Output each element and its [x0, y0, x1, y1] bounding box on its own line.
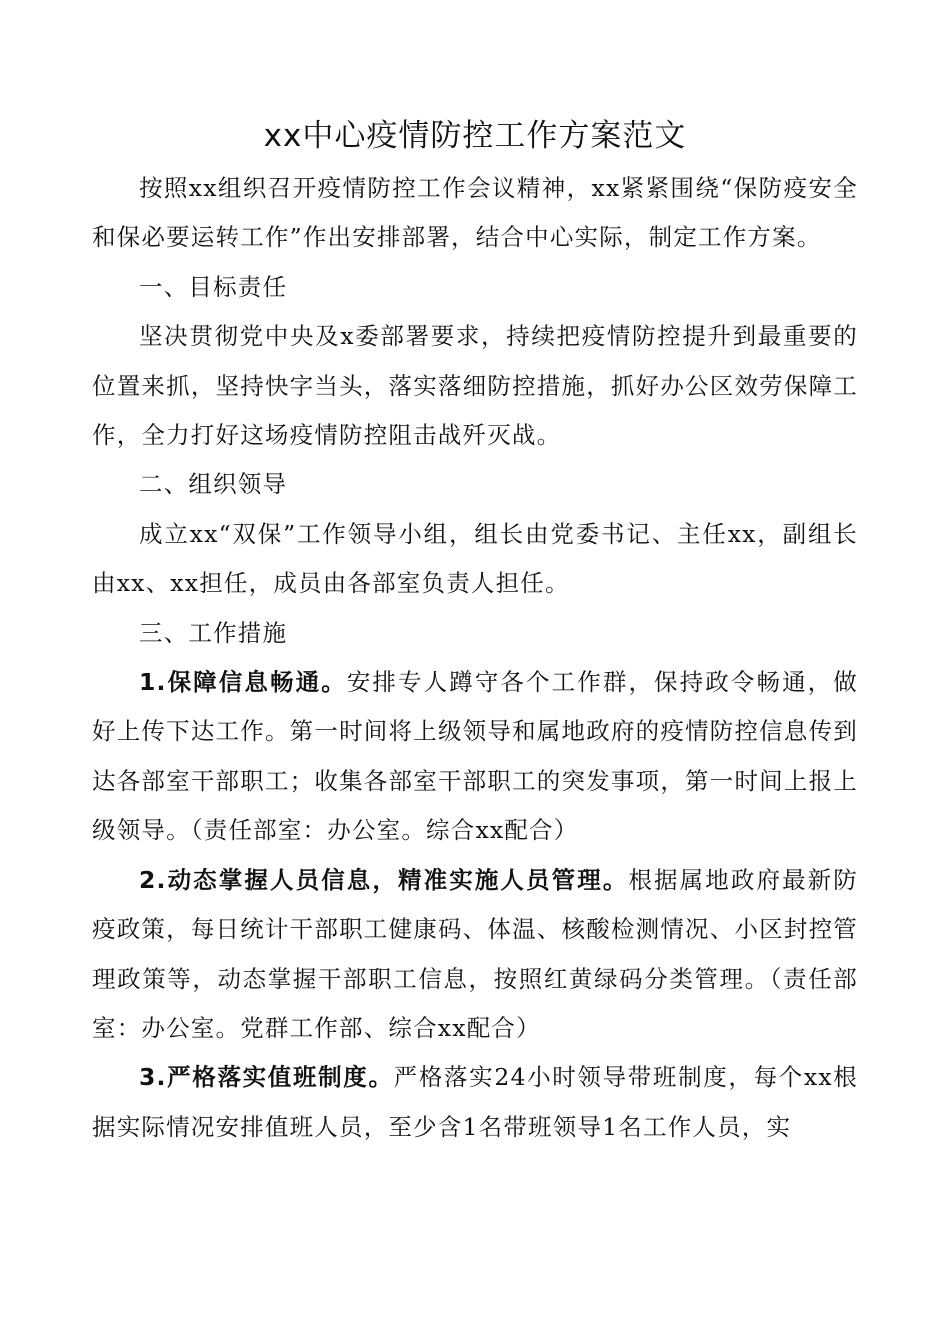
measure-item-3-lead: 3.严格落实值班制度。	[139, 1063, 394, 1092]
measure-item-1	[92, 658, 858, 856]
measure-item-3	[92, 1053, 858, 1152]
measure-item-2-text: 根据属地政府最新防疫政策，每日统计干部职工健康码、体温、核酸检测情况、小区封控管理政策等，动态掌握干部职工信息，按照红黄绿码分类管理。（责任部室：办公室。党群工作部、综合xx配合）	[92, 865, 858, 1042]
intro-paragraph: 按照xx组织召开疫情防控工作会议精神，xx紧紧围绕“保防疫安全和保必要运转工作”作出安排部署，结合中心实际，制定工作方案。	[92, 174, 858, 252]
measure-item-1-text: 安排专人蹲守各个工作群，保持政令畅通，做好上传下达工作。第一时间将上级领导和属地政府的疫情防控信息传到达各部室干部职工；收集各部室干部职工的突发事项，第一时间上报上级领导。（责任部室：办公室。综合xx配合）	[92, 668, 858, 845]
goals-paragraph: 坚决贯彻党中央及x委部署要求，持续把疫情防控提升到最重要的位置来抓，坚持快字当头，落实落细防控措施，抓好办公区效劳保障工作，全力打好这场疫情防控阻击战歼灭战。	[92, 322, 858, 450]
section-heading-measures: 三、工作措施	[139, 618, 288, 647]
measure-item-2	[92, 856, 858, 1054]
document-page	[92, 108, 858, 1152]
measure-item-1-lead: 1.保障信息畅通。	[139, 668, 347, 697]
organization-paragraph: 成立xx“双保”工作领导小组，组长由党委书记、主任xx，副组长由xx、xx担任，成员由各部室负责人担任。	[92, 519, 858, 598]
measure-item-2-lead: 2.动态掌握人员信息，精准实施人员管理。	[139, 865, 629, 894]
section-heading-goals: 一、目标责任	[139, 272, 288, 301]
section-heading-organization: 二、组织领导	[139, 470, 288, 499]
measure-item-3-text: 严格落实24小时领导带班制度，每个xx根据实际情况安排值班人员，至少含1名带班领导1名工作人员，实	[92, 1063, 858, 1141]
document-title: xx中心疫情防控工作方案范文	[263, 118, 687, 154]
